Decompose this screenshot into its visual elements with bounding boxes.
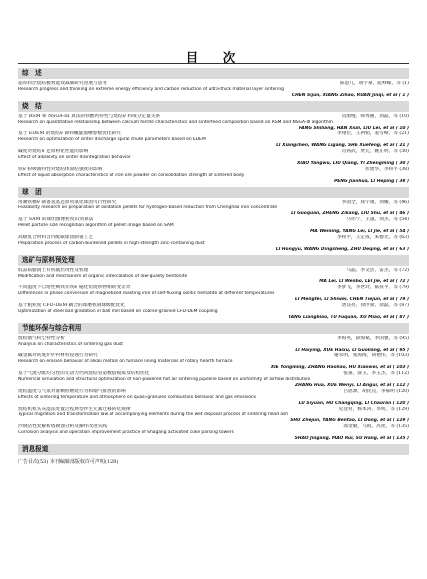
entry-en-authors: ZHANG Hua, XUE Wenyi, LI Angui, et al ( 112 ) [294, 382, 409, 388]
entry-en-title: Optimization of steel ball gradation in ball mill based on coarse-grained CFD-DEM coupling [18, 308, 218, 314]
entry-en-title: Research on erosion behavior of alkali metals on furnace lining materials of rotary hearth furnace [18, 359, 233, 365]
entry-zh-line [18, 389, 409, 395]
entry-zh-line [18, 235, 409, 241]
entry-zh-authors: 彭建华，李和平 (38) [365, 166, 409, 172]
toc-entry[interactable] [18, 285, 409, 303]
toc-entry[interactable] [18, 217, 409, 235]
toc-sections [18, 66, 409, 465]
entry-zh-title: 铁矿粉吸液特性对烧结体固结强度的影响 [18, 166, 103, 172]
toc-section [18, 68, 409, 99]
entry-en-title: Research progress and thinking on extreme energy efficiency and carbon reduction of ultra-thick material layer sintering [18, 86, 284, 92]
entry-en-title: Pellet particle size recognition algorithm of pellet image based on SAM [18, 223, 174, 229]
entry-en-title: Differences in phase conversion of magnetized roasting iron of self-fluxing oolitic hematite at different temperatures [18, 291, 275, 297]
entry-zh-line [18, 131, 409, 137]
section-heading: 节能环保与综合利用 [18, 323, 409, 334]
entry-zh-title: 高级复合材料含内配碳球团制备工艺 [18, 234, 94, 240]
toc-section [18, 444, 409, 455]
entry-en-title: Corrosion analysis and operation improvement practice of Shagang activated coke parsing towers [18, 430, 234, 436]
toc-entry[interactable] [18, 114, 409, 132]
entry-zh-line [18, 424, 409, 430]
entry-en-title: Typical migration and transformation law of accompanying elements during the wet disposal process of sintering head ash [18, 412, 289, 418]
entry-en-title: Modification and mechanism of organic intercalation of low-quality bentonite [18, 273, 188, 279]
entry-en-authors: MA Lei, LI Wenbo, LEI Jie, et al ( 72 ) [319, 279, 409, 285]
entry-en-title: Research on quantitative relationship between calcium ferrite characteristics and sinterfeed composition based on RSM and NSGA-III algorithm [18, 119, 333, 125]
toc-entry[interactable] [18, 235, 409, 253]
entry-zh-title: 基于粗粒度 CFD-DEM 耦合的球磨机钢球级配优化 [18, 303, 125, 309]
entry-en-title: Effect of liquid absorption characteristics of iron ore powder on consolidation strength of sintered body [18, 172, 245, 178]
entry-zh-title: 烧结烟气粉尘特性分析 [18, 335, 65, 341]
toc-section [18, 101, 409, 185]
entry-zh-title: 用潮铁精矿制备氢基还原用氧化球团可行性研究 [18, 199, 117, 205]
toc-entry[interactable] [18, 131, 409, 149]
toc-entry[interactable] [18, 336, 409, 354]
page-title: 目 次 [185, 50, 242, 65]
entry-zh-authors: 马伟宁，王越，刘杰，等 (54) [346, 217, 409, 223]
entry-zh-authors: 李梦飞，李世玲，陈扶平，等 (79) [336, 285, 409, 291]
section-heading: 消息报道 [18, 444, 409, 455]
entry-zh-title: 烧结温度与气氛对准颗粒燃烧行为和烟气排放的影响 [18, 388, 126, 394]
entry-zh-title: 基于 RSM 和 NSGA-III 算法的铁酸钙特性与烧结矿料成分定量关系 [18, 113, 161, 119]
title-rule [18, 63, 409, 64]
entry-zh-authors: 唐良亮，徐浮梁，徐磊，等 (87) [341, 303, 409, 309]
toc-entry[interactable] [18, 81, 409, 99]
entry-zh-authors: 房甜慢，韩秀丽，刘磊，等 (10) [341, 113, 409, 119]
toc-entry[interactable] [18, 200, 409, 218]
entry-en-title: Preparation process of carbon-burdened pellets in high-strength zinc-containing dust [18, 240, 205, 246]
toc-entry[interactable] [18, 353, 409, 371]
entry-en-authors: LU Siyuan, HU Changqing, LI Chaoran ( 120 ) [298, 400, 409, 406]
entry-en-authors: LI Haiying, XUE Haixu, LI Guoliang, et al ( 95 ) [295, 347, 409, 353]
entry-en-authors: TANG Liangbiao, TU Fuquan, XU Miao, et al ( 87 ) [288, 314, 409, 320]
entry-zh-title: 不同温度下自熔性褐铁赤铁矿磁化焙烧铁物相转变差异 [18, 285, 131, 291]
entry-zh-authors: 吕思源，胡民良，李郝明 (120) [343, 388, 409, 394]
entry-zh-line [18, 149, 409, 155]
entry-en-authors: XIE Yongming, ZHANG Haohao, HU Xiaowei, et al ( 103 ) [270, 365, 409, 371]
entry-zh-authors: 马磊，李文浩，雷杰，等 (72) [346, 267, 409, 273]
entry-zh-title: 烧结机机头灰湿法处置过程典型伴生元素迁移转化规律 [18, 406, 131, 412]
entry-zh-authors: 陈思儿，项宇豪，阮峥嵘，等 (1) [339, 81, 409, 86]
entry-zh-line [18, 167, 409, 173]
entry-zh-authors: 李国全，郑宇康，刘耀，等 (46) [341, 199, 409, 205]
entry-en-line [18, 179, 409, 185]
entry-en-authors: LI Hongyu, WANG Dingsheng, ZHU Deqing, et al ( 63 ) [275, 246, 409, 252]
ads-index: 广告目次(53) [18, 458, 49, 465]
entry-zh-line [18, 268, 409, 274]
entry-en-authors: LI Mengfei, LI Shiwei, CHEN Tiejun, et al ( 79 ) [295, 297, 409, 303]
entry-en-line [18, 93, 409, 99]
entry-en-authors: CHEN Sijun, XIANG Zihao, RUAN Jinqi, et al ( 1 ) [291, 92, 409, 98]
entry-zh-authors: 史登君，杨本涛，李明，等 (129) [338, 406, 409, 412]
toc-entry[interactable] [18, 303, 409, 321]
entry-zh-authors: 李和平，王定成，朱德光，等 (63) [336, 234, 409, 240]
entry-zh-authors: 谢永明，张海海，胡艳伟，等 (103) [333, 353, 409, 359]
entry-en-title: Effects of sintering temperature and atmosphere on quasi-granules combustion behavior and gas emissions [18, 394, 256, 400]
toc-entry[interactable] [18, 371, 409, 389]
toc-section [18, 323, 409, 442]
entry-en-title: Numerical simulation and structural optimization of non-powered hot air sintering pipeline based on uniformity of airflow distribution [18, 377, 311, 383]
toc-entry[interactable] [18, 389, 409, 407]
entry-en-line [18, 315, 409, 321]
entry-zh-authors: 李海英，薛海斌，李国强，等 (95) [336, 335, 409, 341]
entry-zh-title: 基于 EDEM 的烧结矿卸料螺旋溜槽参数优化研究 [18, 131, 121, 137]
entry-en-line [18, 436, 409, 442]
section-heading: 综 述 [18, 68, 409, 79]
entry-en-title: Feasibility research on preparation of oxidation pellets for hydrogen-based reduction from Chenghao iron concentrate [18, 205, 278, 211]
entry-zh-line [18, 353, 409, 359]
entry-en-title: Research on optimization of sinter discharge spiral chute parameters based on EDEM [18, 137, 206, 143]
toc-section [18, 255, 409, 321]
entry-zh-title: 碱金属对转底炉炉衬材料侵蚀行为研究 [18, 353, 98, 359]
entry-zh-title: 低品质膨润土有机插层改性及机理 [18, 267, 89, 273]
entry-zh-line [18, 81, 409, 87]
entry-zh-authors: 肖扬武，贾元，姚正明，等 (30) [341, 149, 409, 155]
toc-entry[interactable] [18, 167, 409, 185]
toc-entry[interactable] [18, 424, 409, 442]
entry-zh-authors: 李翔臣，王利娟，姜雪峰，等 (21) [336, 131, 409, 137]
entry-zh-line [18, 285, 409, 291]
footer-line [18, 458, 409, 465]
entry-zh-authors: 邵金敏，马锐，苏虎，等 (135) [343, 424, 409, 430]
entry-en-authors: FANG Shiliang, HAN Xiuli, LIU Lei, et al ( 10 ) [298, 125, 409, 131]
entry-en-title: Effect of alkalinity on sinter disintegration behavior [18, 155, 131, 161]
entry-en-authors: LI Guoquan, ZHENG Zikang, LIU Shu, et al ( 46 ) [291, 211, 409, 217]
entry-zh-line [18, 200, 409, 206]
section-heading: 选矿与原料预处理 [18, 255, 409, 266]
entry-zh-authors: 张豪，薛玉，李玉杰，等 (112) [343, 371, 409, 377]
entry-zh-line [18, 217, 409, 223]
entry-zh-line [18, 407, 409, 413]
entry-en-line [18, 247, 409, 253]
entry-en-authors: SHAO Jingang, MAO Rui, SU Hang, et al ( 135 ) [294, 436, 409, 442]
entry-zh-title: 超厚料层烧结极致能效减碳研究进展与思考 [18, 81, 108, 86]
entry-zh-line [18, 336, 409, 342]
section-heading: 烧 结 [18, 101, 409, 112]
toc-section [18, 187, 409, 253]
entry-zh-title: 沙钢活性炭解析塔腐蚀分析及操作改进实践 [18, 424, 108, 430]
entry-zh-title: 碱度对烧结矿还原粉化性能的影响 [18, 149, 89, 155]
entry-en-authors: XIAO Yangwu, LIU Qiang, YI Zhengming ( 30 ) [297, 160, 409, 166]
copyright-notice: 本刊编辑部版权许可声明(128) [49, 458, 119, 465]
toc-entry[interactable] [18, 407, 409, 425]
section-heading: 球 团 [18, 187, 409, 198]
entry-en-authors: MA Weining, YANG Lei, LI Jie, et al ( 54 ) [310, 229, 409, 235]
entry-en-authors: PENG Jianhua, LI Heping ( 38 ) [334, 178, 409, 184]
entry-zh-title: 基于气流分配均匀性的无动力挡风烧结管道数值模拟及结构优化 [18, 371, 150, 377]
toc-entry[interactable] [18, 149, 409, 167]
entry-zh-line [18, 303, 409, 309]
entry-zh-line [18, 371, 409, 377]
entry-zh-line [18, 114, 409, 120]
entry-zh-title: 基于 SAM 的球团图像粒度识别算法 [18, 217, 94, 223]
entry-en-authors: LI Xiangchen, WANG Ligang, SHE Xuefeng, et al ( 21 ) [276, 143, 409, 149]
entry-en-title: Analysis on characteristics of sintering gas dust [18, 341, 123, 347]
toc-entry[interactable] [18, 268, 409, 286]
entry-en-authors: SHU Zhejun, YANG Bentao, LI Dong, et al ( 129 ) [290, 418, 409, 424]
